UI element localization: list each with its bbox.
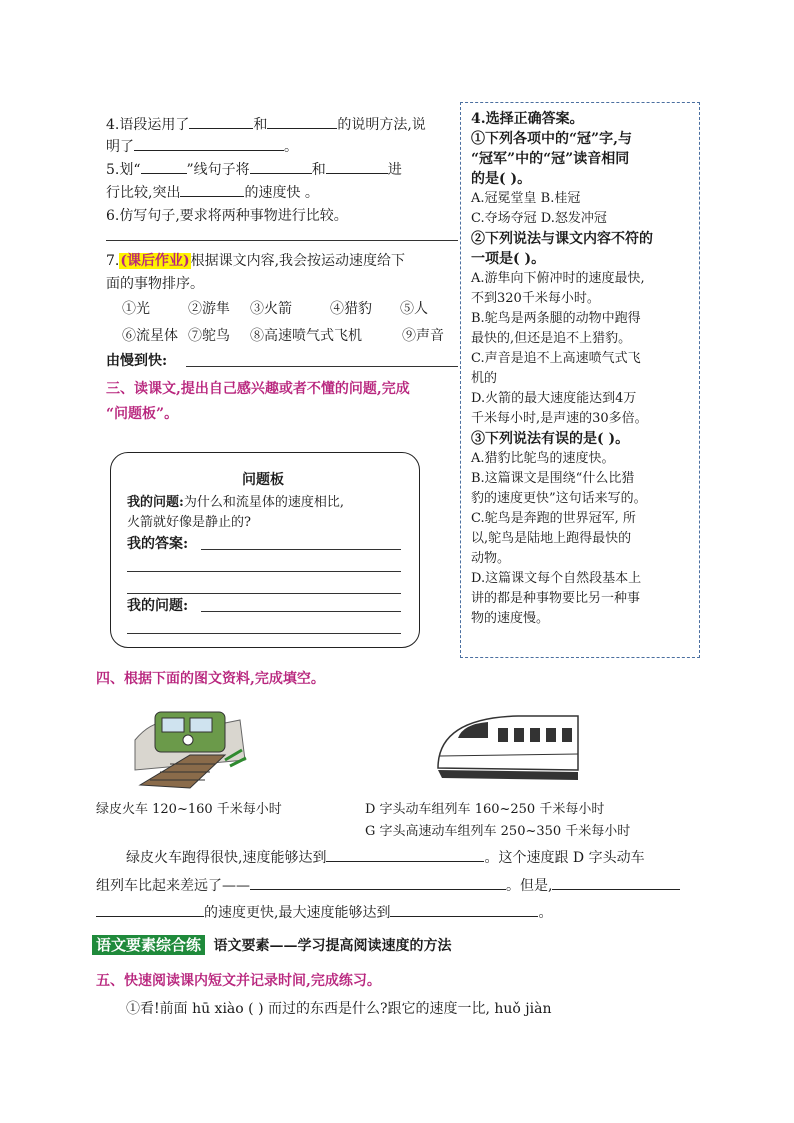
q5-line2 <box>106 182 319 202</box>
q7-num: 7. <box>106 253 120 269</box>
fill-l3a: 的速度更快,最大速度能够达到 <box>204 905 391 921</box>
item-sound: ⑨声音 <box>402 328 444 344</box>
section-3-title-2: “问题板”。 <box>106 406 179 422</box>
q4-and: 和 <box>253 117 268 133</box>
choice-q3: ③下列说法有误的是( )。 <box>471 431 630 447</box>
fill-l3b: 。 <box>538 905 553 921</box>
board-answer-line-2[interactable] <box>127 571 401 572</box>
board-answer-line-3[interactable] <box>127 593 401 594</box>
element-practice-text: 语文要素——学习提高阅读速度的方法 <box>213 938 452 954</box>
fill-line-2 <box>96 875 680 895</box>
q5-d: 进 <box>387 162 402 178</box>
q5-c: 和 <box>311 162 326 178</box>
question-board <box>110 452 420 648</box>
choice-q2-1: ②下列说法与课文内容不符的 <box>471 231 653 247</box>
items-row2 <box>122 325 444 345</box>
q7-line2: 面的事物排序。 <box>106 276 204 292</box>
board-q2-label: 我的问题: <box>127 598 189 614</box>
choice-q3-opt: D.这篇课文每个自然段基本上 <box>471 571 642 586</box>
item-ostrich: ⑦鸵鸟 <box>188 328 230 344</box>
choice-q1-1: ①下列各项中的“冠”字,与 <box>471 131 632 147</box>
board-q-text-2: 火箭就好像是静止的? <box>127 515 251 530</box>
fill-blank-4[interactable] <box>96 902 204 917</box>
green-train-caption: 绿皮火车 120~160 千米每小时 <box>96 802 282 817</box>
fill-blank-1[interactable] <box>326 847 484 862</box>
fill-blank-2[interactable] <box>250 875 506 890</box>
q6-answer-line[interactable] <box>106 240 458 241</box>
board-q2-line-2[interactable] <box>127 633 401 634</box>
item-person: ⑤人 <box>400 301 428 317</box>
choice-box <box>460 102 700 658</box>
choice-q2-opt: 最快的,但还是追不上猎豹。 <box>471 331 632 346</box>
choice-q3-opt: 物的速度慢。 <box>471 611 550 626</box>
fill-l1a: 绿皮火车跑得很快,速度能够达到 <box>126 850 327 866</box>
board-q1 <box>127 491 344 510</box>
g-train-caption: G 字头高速动车组列车 250~350 千米每小时 <box>365 824 631 839</box>
fill-line-1 <box>126 847 645 867</box>
choice-q2-opt: D.火箭的最大速度能达到4万 <box>471 391 637 406</box>
choice-q2-opt: 机的 <box>471 371 498 386</box>
choice-q3-opt: 讲的都是种事物要比另一种事 <box>471 591 641 606</box>
q5-e: 行比较,突出 <box>106 185 181 201</box>
q4-text: 4.语段运用了 <box>106 117 190 133</box>
q4-post: 的说明方法,说 <box>337 117 426 133</box>
items-row1 <box>122 298 428 318</box>
choice-q1-opt-1: A.冠冕堂皇 B.桂冠 <box>471 191 581 206</box>
choice-title: 4.选择正确答案。 <box>471 111 584 127</box>
fill-l1b: 。这个速度跟 D 字头动车 <box>484 850 645 866</box>
choice-q2-opt: 千米每小时,是声速的30多倍。 <box>471 411 648 426</box>
q6-text: 6.仿写句子,要求将两种事物进行比较。 <box>106 208 348 224</box>
section-4-title: 四、根据下面的图文资料,完成填空。 <box>96 671 325 687</box>
choice-q3-opt: 以,鸵鸟是陆地上跑得最快的 <box>471 531 632 546</box>
q4-blank-1[interactable] <box>189 114 253 129</box>
choice-q1-opt-2: C.夺场夺冠 D.怒发冲冠 <box>471 211 607 226</box>
board-title: 问题板 <box>242 472 284 488</box>
q5-blank-4[interactable] <box>180 182 244 197</box>
q4-line1 <box>106 114 426 134</box>
d-train-caption: D 字头动车组列车 160~250 千米每小时 <box>365 802 605 817</box>
section-3-title: 三、读课文,提出自己感兴趣或者不懂的问题,完成 <box>106 381 410 397</box>
choice-q1-2: “冠军”中的“冠”读音相同 <box>471 151 630 167</box>
element-practice-tag: 语文要素综合练 <box>92 935 205 955</box>
choice-q2-opt: B.鸵鸟是两条腿的动物中跑得 <box>471 311 641 326</box>
choice-q2-2: 一项是( )。 <box>471 251 546 267</box>
section-5-title: 五、快速阅读课内短文并记录时间,完成练习。 <box>96 973 381 989</box>
q4-line2-text: 明了 <box>106 139 134 155</box>
choice-q3-opt: 豹的速度更快”这句话来写的。 <box>471 491 647 506</box>
item-light: ①光 <box>122 301 150 317</box>
q5-blank-3[interactable] <box>326 159 388 174</box>
item-falcon: ②游隼 <box>188 301 230 317</box>
reading-text: ①看!前面 hū xiào ( ) 而过的东西是什么?跟它的速度一比, huǒ jiàn <box>126 1001 552 1017</box>
fill-l2b: 。但是, <box>506 878 553 894</box>
item-cheetah: ④猎豹 <box>330 301 372 317</box>
green-train-image <box>130 700 250 790</box>
choice-q2-opt: C.声音是追不上高速喷气式飞 <box>471 351 641 366</box>
q5-line1 <box>106 159 402 179</box>
q5-a: 5.划“ <box>106 162 141 178</box>
choice-q1-3: 的是( )。 <box>471 171 532 187</box>
board-q-label: 我的问题: <box>127 495 184 510</box>
fill-blank-3[interactable] <box>552 875 680 890</box>
q4-line2 <box>106 136 298 156</box>
fill-blank-5[interactable] <box>390 902 538 917</box>
item-meteoroid: ⑥流星体 <box>122 328 178 344</box>
homework-tag: (课后作业) <box>120 253 190 269</box>
high-speed-train-image <box>428 708 588 788</box>
choice-q3-opt: C.鸵鸟是奔跑的世界冠军, 所 <box>471 511 636 526</box>
q4-period: 。 <box>284 139 298 155</box>
q5-b: ”线句子将 <box>186 162 250 178</box>
element-practice-row <box>92 934 451 955</box>
slow-fast-answer-line[interactable] <box>186 366 458 367</box>
q5-blank-2[interactable] <box>250 159 312 174</box>
q7-line1 <box>106 250 405 270</box>
q5-blank-1[interactable] <box>141 159 187 174</box>
q4-blank-3[interactable] <box>134 136 284 151</box>
item-rocket: ③火箭 <box>250 301 292 317</box>
choice-q2-opt: 不到320千米每小时。 <box>471 291 600 306</box>
board-q-text: 为什么和流星体的速度相比, <box>183 495 344 510</box>
fill-l2a: 组列车比起来差远了—— <box>96 878 250 894</box>
board-q2-line-1[interactable] <box>201 611 401 612</box>
choice-q2-opt: A.游隼向下俯冲时的速度最快, <box>471 271 645 286</box>
fill-line-3 <box>96 902 552 922</box>
q7-text: 根据课文内容,我会按运动速度给下 <box>190 253 406 269</box>
choice-q3-opt: A.猎豹比鸵鸟的速度快。 <box>471 451 615 466</box>
choice-q3-opt: B.这篇课文是围绕“什么比猎 <box>471 471 635 486</box>
slow-to-fast-label: 由慢到快: <box>106 353 168 369</box>
board-a-label: 我的答案: <box>127 536 189 552</box>
choice-q3-opt: 动物。 <box>471 551 511 566</box>
item-jet: ⑧高速喷气式飞机 <box>250 328 362 344</box>
q4-blank-2[interactable] <box>267 114 337 129</box>
q5-f: 的速度快 。 <box>244 185 319 201</box>
board-answer-line-1[interactable] <box>201 549 401 550</box>
